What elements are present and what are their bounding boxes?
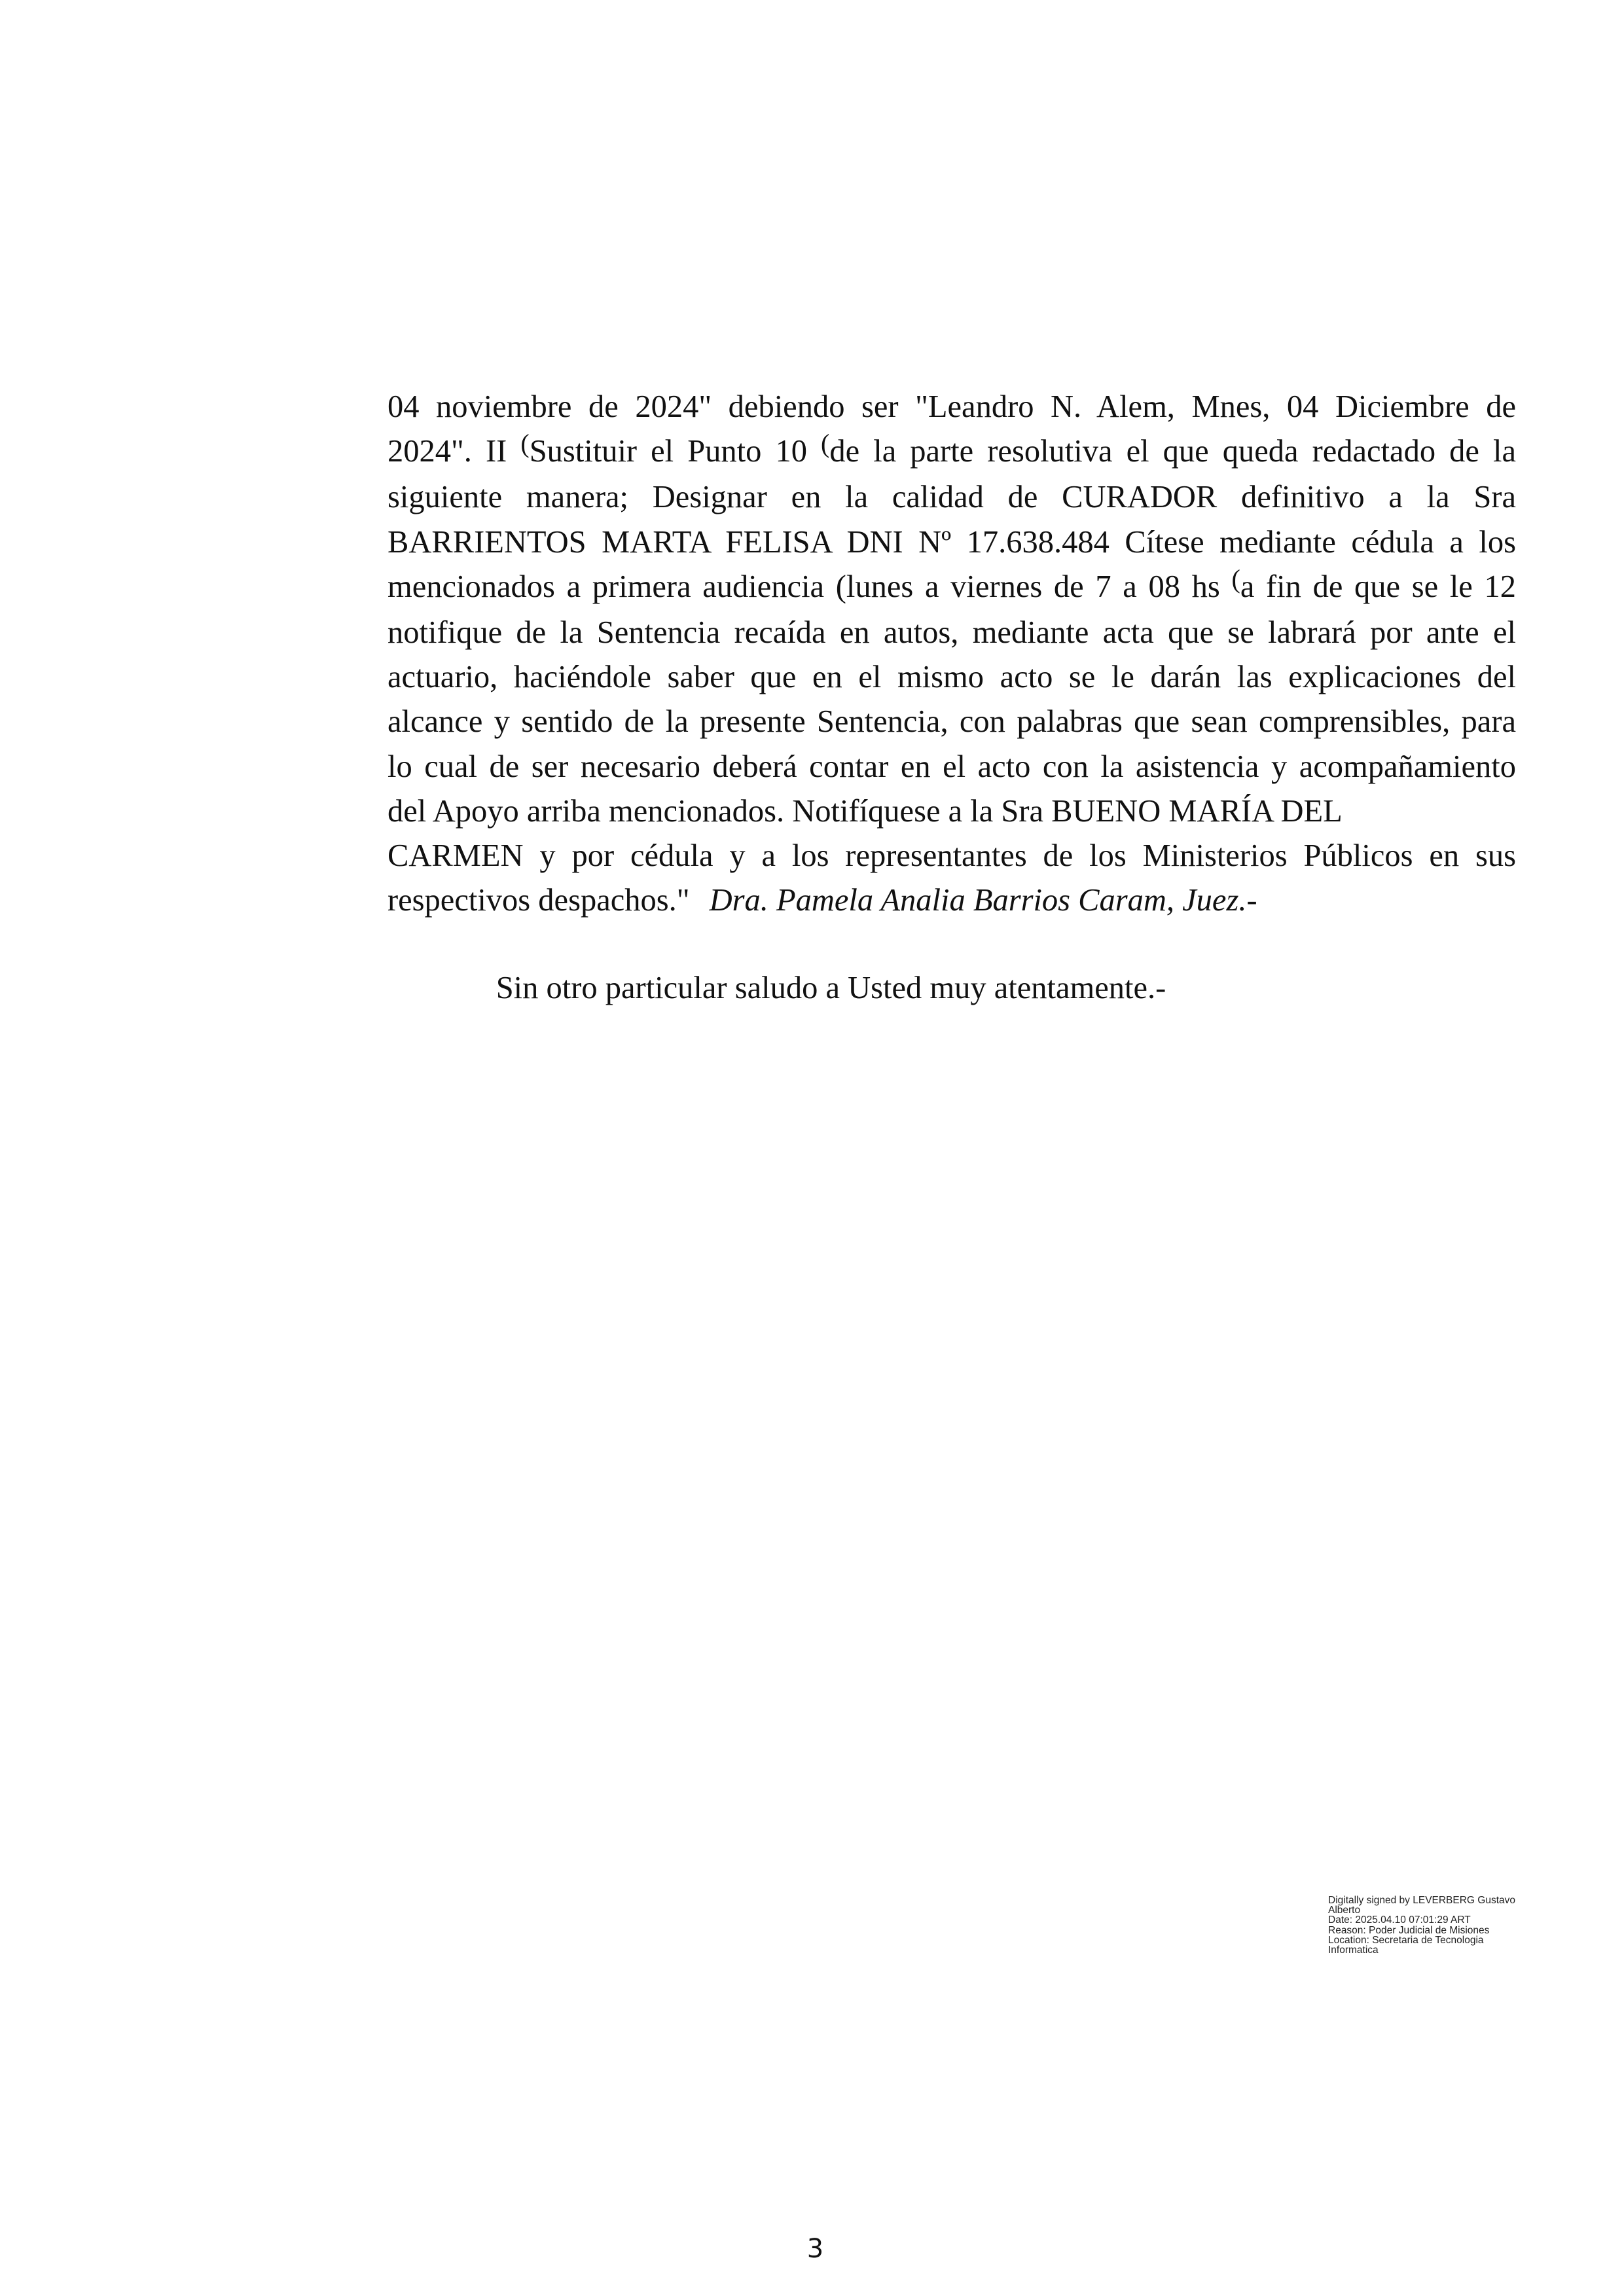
page-number: 3 bbox=[806, 2234, 824, 2264]
body-line: 2024". II (Sustituir el Punto 10 (de la parte resolutiva el que queda redactado de la bbox=[388, 429, 1516, 469]
body-line: alcance y sentido de la presente Sentencia, con palabras que sean comprensibles, para bbox=[388, 704, 1516, 740]
body-line: BARRIENTOS MARTA FELISA DNI Nº 17.638.484 Cítese mediante cédula a los bbox=[388, 524, 1516, 560]
signature-location-cont: Informatica bbox=[1328, 1945, 1379, 1956]
body-line-final: respectivos despachos." Dra. Pamela Analia Barrios Caram, Juez.- bbox=[388, 883, 1257, 918]
resolution-paragraph bbox=[388, 385, 1516, 923]
closing-salutation: Sin otro particular saludo a Usted muy atentamente.- bbox=[496, 971, 1166, 1005]
body-line: CARMEN y por cédula y a los representantes de los Ministerios Públicos en sus bbox=[388, 838, 1516, 874]
body-line: 04 noviembre de 2024" debiendo ser "Leandro N. Alem, Mnes, 04 Diciembre de bbox=[388, 389, 1516, 424]
body-line: notifique de la Sentencia recaída en autos, mediante acta que se labrará por ante el bbox=[388, 615, 1516, 651]
body-line: actuario, haciéndole saber que en el mismo acto se le darán las explicaciones del bbox=[388, 660, 1516, 695]
body-line: del Apoyo arriba mencionados. Notifíquese a la Sra BUENO MARÍA DEL bbox=[388, 793, 1343, 829]
signature-reason: Reason: Poder Judicial de Misiones bbox=[1328, 1924, 1490, 1936]
signature-date: Date: 2025.04.10 07:01:29 ART bbox=[1328, 1914, 1471, 1926]
body-line: siguiente manera; Designar en la calidad de CURADOR definitivo a la Sra bbox=[388, 480, 1516, 515]
signature-location: Location: Secretaria de Tecnologia bbox=[1328, 1934, 1484, 1946]
body-line: lo cual de ser necesario deberá contar en el acto con la asistencia y acompañamiento bbox=[388, 749, 1516, 784]
signature-signed-by-cont: Alberto bbox=[1328, 1905, 1361, 1916]
judge-signature: Dra. Pamela Analia Barrios Caram, Juez.- bbox=[709, 883, 1257, 918]
signature-signed-by: Digitally signed by LEVERBERG Gustavo bbox=[1328, 1895, 1516, 1906]
digital-signature-stamp bbox=[1328, 1895, 1551, 1955]
body-line: mencionados a primera audiencia (lunes a viernes de 7 a 08 hs (a fin de que se le 12 bbox=[388, 564, 1516, 604]
